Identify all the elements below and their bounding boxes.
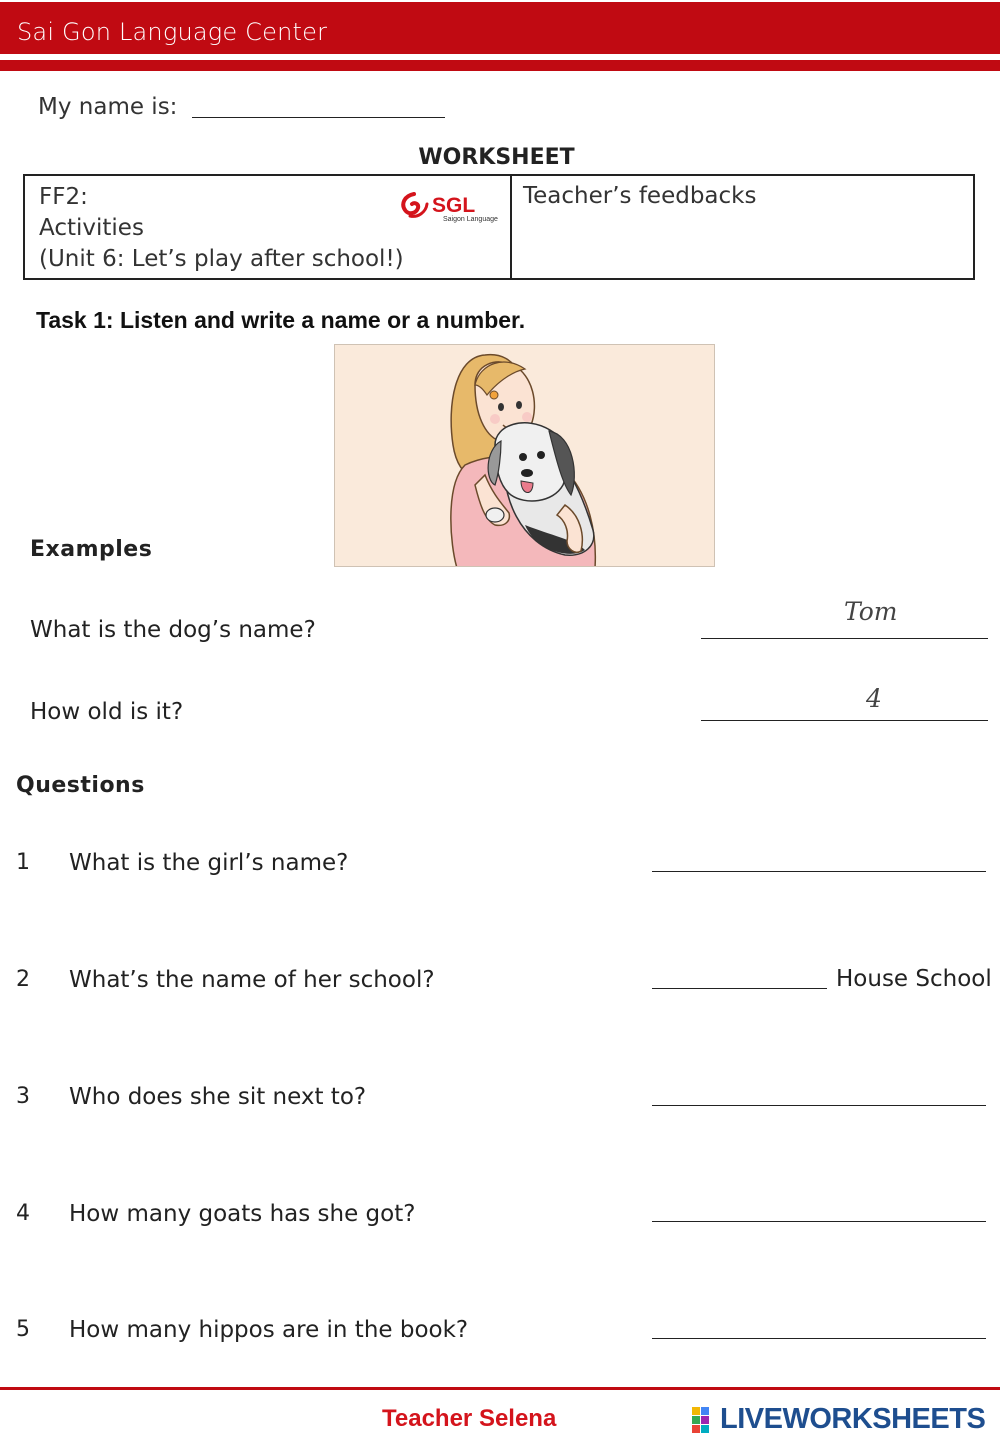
liveworksheets-brand: LIVEWORKSHEETS [720, 1402, 986, 1435]
answer-input-5[interactable] [652, 1338, 986, 1339]
question-5: How many hippos are in the book? [69, 1317, 469, 1343]
questions-heading: Questions [16, 773, 145, 798]
example-answer-line-1 [701, 638, 988, 639]
header-title: Sai Gon Language Center [17, 18, 328, 46]
question-4: How many goats has she got? [69, 1201, 416, 1227]
question-2: What’s the name of her school? [69, 967, 435, 993]
info-unit: (Unit 6: Let’s play after school!) [39, 246, 404, 272]
liveworksheets-logo-icon [692, 1405, 720, 1433]
sgl-logo-icon [400, 190, 500, 224]
answer-suffix-2: House School [836, 966, 992, 992]
feedback-label: Teacher’s feedbacks [523, 183, 757, 209]
answer-input-4[interactable] [652, 1221, 986, 1222]
info-divider [510, 176, 512, 278]
example-answer-2: 4 [866, 684, 882, 713]
examples-heading: Examples [30, 537, 153, 562]
question-number-5: 5 [16, 1317, 30, 1342]
answer-input-3[interactable] [652, 1105, 986, 1106]
question-number-3: 3 [16, 1084, 30, 1109]
name-label: My name is: [38, 94, 178, 120]
info-left [39, 182, 404, 275]
question-number-1: 1 [16, 850, 30, 875]
name-input-line[interactable] [192, 117, 445, 118]
example-answer-line-2 [701, 720, 988, 721]
header-divider [0, 60, 1000, 71]
teacher-name: Teacher Selena [382, 1405, 557, 1432]
question-number-2: 2 [16, 967, 30, 992]
logo-subtext: Saigon Language [443, 216, 498, 223]
info-level: FF2: [39, 184, 88, 210]
example-question-1: What is the dog’s name? [30, 617, 316, 643]
worksheet-title: WORKSHEET [418, 145, 575, 170]
task-title: Task 1: Listen and write a name or a number. [36, 307, 526, 333]
question-3: Who does she sit next to? [69, 1084, 367, 1110]
example-answer-1: Tom [844, 597, 898, 626]
answer-input-2[interactable] [652, 988, 827, 989]
example-question-2: How old is it? [30, 699, 184, 725]
question-number-4: 4 [16, 1201, 30, 1226]
info-activities: Activities [39, 215, 144, 241]
girl-with-dog-illustration [334, 344, 715, 567]
logo-text: SGL [432, 194, 476, 217]
footer-divider [0, 1387, 1000, 1390]
question-1: What is the girl’s name? [69, 850, 349, 876]
info-box [23, 174, 975, 280]
liveworksheets-logo [692, 1402, 985, 1436]
header-bar [0, 2, 1000, 54]
answer-input-1[interactable] [652, 871, 986, 872]
